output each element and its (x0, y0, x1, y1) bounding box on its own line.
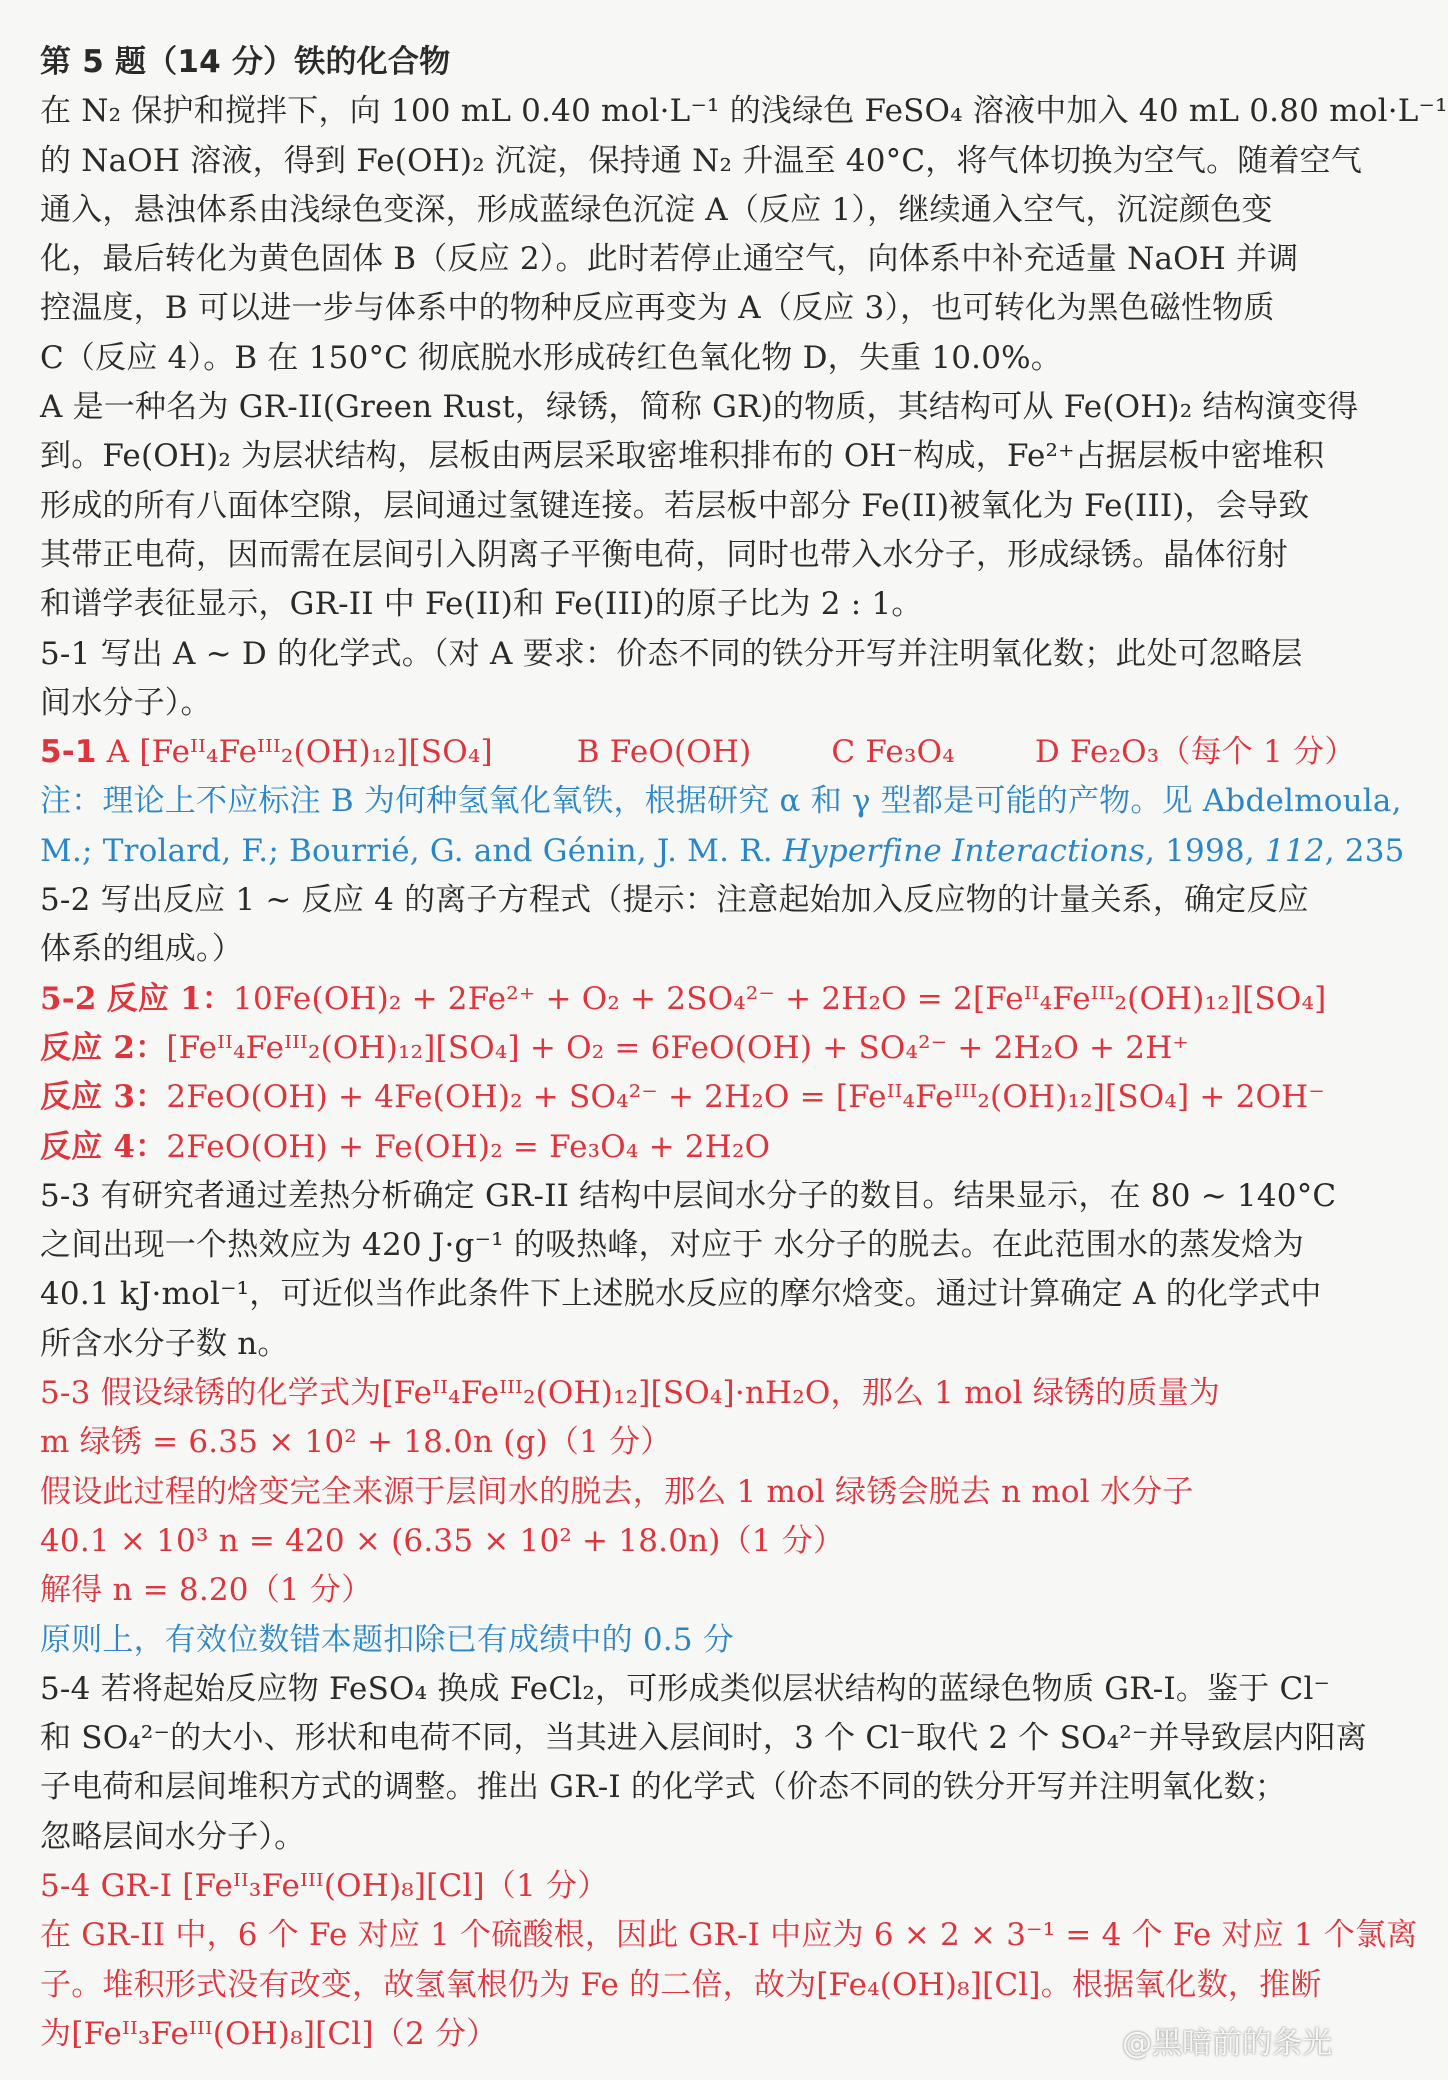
answer-c: C Fe₃O₄ (831, 734, 955, 771)
answer-d: D Fe₂O₃（每个 1 分） (1034, 734, 1356, 771)
question-5-1 (40, 630, 1340, 729)
answer-line: 5-4 GR-I [Feᴵᴵ₃Feᴵᴵᴵ(OH)₈][Cl]（1 分） (40, 1867, 609, 1904)
answer-line: 为[Feᴵᴵ₃Feᴵᴵᴵ(OH)₈][Cl]（2 分） (40, 2015, 498, 2052)
question-5-2 (40, 876, 1340, 975)
question-line: 忽略层间水分子）。 (40, 1818, 306, 1855)
note-line (40, 827, 1405, 876)
reaction-equation: 2FeO(OH) + 4Fe(OH)₂ + SO₄²⁻ + 2H₂O = [Feᴵᴵ₄Feᴵᴵᴵ₂(OH)₁₂][SO₄] + 2OH⁻ (166, 1079, 1325, 1116)
note-5-3: 原则上，有效位数错本题扣除已有成绩中的 0.5 分 (40, 1621, 735, 1658)
citation-authors: M.; Trolard, F.; Bourrié, G. and Génin, J. M. R. (40, 832, 773, 869)
intro-line: 到。Fe(OH)₂ 为层状结构，层板由两层采取密堆积排布的 OH⁻构成，Fe²⁺占据层板中密堆积 (40, 438, 1325, 475)
question-line: 所含水分子数 n。 (40, 1325, 289, 1362)
reaction-2 (40, 1024, 1340, 1073)
reaction-label: 反应 4： (40, 1128, 167, 1165)
question-line: 子电荷和层间堆积方式的调整。推出 GR-I 的化学式（价态不同的铁分开写并注明氧化数； (40, 1769, 1287, 1806)
reaction-equation: 10Fe(OH)₂ + 2Fe²⁺ + O₂ + 2SO₄²⁻ + 2H₂O = 2[Feᴵᴵ₄Feᴵᴵᴵ₂(OH)₁₂][SO₄] (233, 980, 1327, 1017)
question-line: 和 SO₄²⁻的大小、形状和电荷不同，当其进入层间时，3 个 Cl⁻取代 2 个 SO₄²⁻并导致层内阳离 (40, 1720, 1367, 1757)
intro-paragraph (40, 87, 1448, 629)
citation-volume: 112 (1264, 832, 1325, 869)
answer-5-2 (40, 975, 1340, 1172)
intro-line: 化，最后转化为黄色固体 B（反应 2）。此时若停止通空气，向体系中补充适量 NaOH 并调 (40, 241, 1299, 278)
question-title: 第 5 题（14 分）铁的化合物 (40, 44, 451, 80)
citation-journal: Hyperfine Interactions (782, 832, 1145, 869)
question-line: 间水分子）。 (40, 684, 212, 721)
reaction-4 (40, 1123, 1340, 1172)
reaction-label: 反应 1： (106, 980, 234, 1017)
question-5-3 (40, 1172, 1340, 1369)
answer-b: B FeO(OH) (576, 734, 752, 771)
reaction-label: 反应 3： (40, 1079, 167, 1116)
intro-line: 其带正电荷，因而需在层间引入阴离子平衡电荷，同时也带入水分子，形成绿锈。晶体衍射 (40, 536, 1288, 573)
note-line: 注：理论上不应标注 B 为何种氢氧化氧铁，根据研究 α 和 γ 型都是可能的产物。见 Abdelmoula, (40, 783, 1402, 820)
question-line: 之间出现一个热效应为 420 J·g⁻¹ 的吸热峰，对应于 水分子的脱去。在此范围水的蒸发焓为 (40, 1227, 1304, 1264)
answer-label: 5-1 (40, 734, 97, 771)
answer-line: 40.1 × 10³ n = 420 × (6.35 × 10² + 18.0n)（1 分） (40, 1522, 845, 1559)
reaction-equation: 2FeO(OH) + Fe(OH)₂ = Fe₃O₄ + 2H₂O (166, 1128, 771, 1165)
reaction-equation: [Feᴵᴵ₄Feᴵᴵᴵ₂(OH)₁₂][SO₄] + O₂ = 6FeO(OH) + SO₄²⁻ + 2H₂O + 2H⁺ (166, 1029, 1189, 1066)
answer-line: 在 GR-II 中，6 个 Fe 对应 1 个硫酸根，因此 GR-I 中应为 6 × 2 × 3⁻¹ = 4 个 Fe 对应 1 个氯离 (40, 1917, 1418, 1954)
intro-line: 和谱学表征显示，GR-II 中 Fe(II)和 Fe(III)的原子比为 2 : 1。 (40, 586, 923, 623)
reaction-3 (40, 1073, 1340, 1122)
answer-line: 5-3 假设绿锈的化学式为[Feᴵᴵ₄Feᴵᴵᴵ₂(OH)₁₂][SO₄]·nH₂O，那么 1 mol 绿锈的质量为 (40, 1375, 1220, 1412)
answer-line: 假设此过程的焓变完全来源于层间水的脱去，那么 1 mol 绿锈会脱去 n mol 水分子 (40, 1473, 1194, 1510)
note-5-1 (40, 777, 1405, 876)
question-line: 5-3 有研究者通过差热分析确定 GR-II 结构中层间水分子的数目。结果显示，在 80 ~ 140°C (40, 1177, 1337, 1214)
intro-line: C（反应 4）。B 在 150°C 彻底脱水形成砖红色氧化物 D，失重 10.0%。 (40, 339, 1062, 376)
reaction-1 (40, 975, 1340, 1024)
citation-pages: , 235 (1324, 832, 1405, 869)
answer-line: 子。堆积形式没有改变，故氢氧根仍为 Fe 的二倍，故为[Fe₄(OH)₈][Cl]。根据氧化数，推断 (40, 1966, 1322, 2003)
intro-line: 的 NaOH 溶液，得到 Fe(OH)₂ 沉淀，保持通 N₂ 升温至 40°C，将气体切换为空气。随着空气 (40, 142, 1363, 179)
answer-label: 5-2 (40, 980, 97, 1017)
intro-line: 通入，悬浊体系由浅绿色变深，形成蓝绿色沉淀 A（反应 1），继续通入空气，沉淀颜色变 (40, 191, 1273, 228)
intro-line: 在 N₂ 保护和搅拌下，向 100 mL 0.40 mol·L⁻¹ 的浅绿色 FeSO₄ 溶液中加入 40 mL 0.80 mol·L⁻¹ (40, 93, 1448, 130)
answer-a: A [Feᴵᴵ₄Feᴵᴵᴵ₂(OH)₁₂][SO₄] (106, 734, 493, 771)
answer-5-1 (40, 728, 1356, 777)
question-line: 体系的组成。） (40, 931, 243, 968)
answer-line: m 绿锈 = 6.35 × 10² + 18.0n (g)（1 分） (40, 1424, 672, 1461)
question-5-4 (40, 1665, 1367, 1862)
answer-5-3 (40, 1369, 1340, 1615)
intro-line: 形成的所有八面体空隙，层间通过氢键连接。若层板中部分 Fe(II)被氧化为 Fe(III)，会导致 (40, 487, 1310, 524)
intro-line: A 是一种名为 GR-II(Green Rust，绿锈，简称 GR)的物质，其结构可从 Fe(OH)₂ 结构演变得 (40, 389, 1359, 426)
citation-year: , 1998, (1145, 832, 1255, 869)
question-line: 5-1 写出 A ~ D 的化学式。（对 A 要求：价态不同的铁分开写并注明氧化数；此处可忽略层 (40, 635, 1303, 672)
watermark: @黑暗前的条光 (1122, 2026, 1332, 2061)
answer-line: 解得 n = 8.20（1 分） (40, 1572, 373, 1609)
intro-line: 控温度，B 可以进一步与体系中的物种反应再变为 A（反应 3），也可转化为黑色磁性物质 (40, 290, 1275, 327)
question-line: 5-2 写出反应 1 ~ 反应 4 的离子方程式（提示：注意起始加入反应物的计量关系，确定反应 (40, 882, 1309, 919)
reaction-label: 反应 2： (40, 1029, 167, 1066)
question-line: 40.1 kJ·mol⁻¹，可近似当作此条件下上述脱水反应的摩尔焓变。通过计算确定 A 的化学式中 (40, 1276, 1322, 1313)
question-line: 5-4 若将起始反应物 FeSO₄ 换成 FeCl₂，可形成类似层状结构的蓝绿色物质 GR-I。鉴于 Cl⁻ (40, 1670, 1331, 1707)
